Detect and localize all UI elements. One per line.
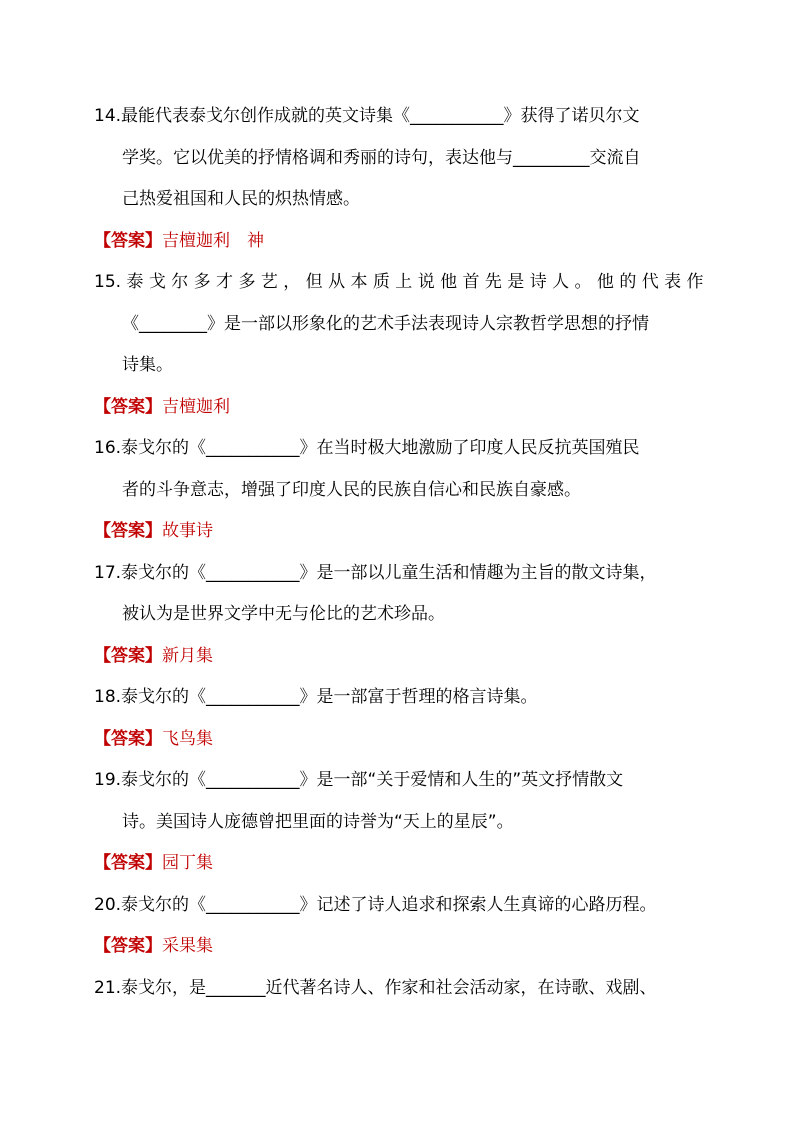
question-15-line-1: 15. 泰 戈 尔 多 才 多 艺 ， 但 从 本 质 上 说 他 首 先 是 诗 人 。 他 的 代 表 作 (94, 272, 704, 292)
answer-tag: 【答案】 (94, 397, 162, 417)
answer-value: 吉檀迦利 (162, 397, 230, 417)
question-17-line-2: 被认为是世界文学中无与伦比的艺术珍品。 (122, 604, 445, 624)
answer-tag: 【答案】 (94, 646, 162, 666)
question-15-line-3: 诗集。 (122, 355, 173, 375)
answer-17 (94, 644, 213, 668)
answer-value: 园丁集 (162, 853, 213, 873)
answer-value: 新月集 (162, 646, 213, 666)
answer-value: 吉檀迦利 神 (162, 231, 264, 251)
question-14-line-3: 己热爱祖国和人民的炽热情感。 (122, 189, 360, 209)
answer-18 (94, 727, 213, 751)
answer-14 (94, 229, 264, 253)
question-16-line-2: 者的斗争意志，增强了印度人民的民族自信心和民族自豪感。 (122, 480, 581, 500)
answer-15 (94, 395, 230, 419)
answer-value: 采果集 (162, 936, 213, 956)
question-21-line-1: 21.泰戈尔，是_______近代著名诗人、作家和社会活动家，在诗歌、戏剧、 (94, 978, 657, 998)
answer-19 (94, 851, 213, 875)
answer-value: 故事诗 (162, 521, 213, 541)
question-19-line-2: 诗。美国诗人庞德曾把里面的诗誉为“天上的星辰”。 (122, 812, 514, 832)
answer-tag: 【答案】 (94, 231, 162, 251)
answer-20 (94, 934, 213, 958)
answer-16 (94, 519, 213, 543)
question-17-line-1: 17.泰戈尔的《___________》是一部以儿童生活和情趣为主旨的散文诗集， (94, 563, 657, 583)
answer-tag: 【答案】 (94, 853, 162, 873)
question-18-line-1: 18.泰戈尔的《___________》是一部富于哲理的格言诗集。 (94, 687, 538, 707)
answer-tag: 【答案】 (94, 936, 162, 956)
question-19-line-1: 19.泰戈尔的《___________》是一部“关于爱情和人生的”英文抒情散文 (94, 770, 624, 790)
question-15-line-2: 《________》是一部以形象化的艺术手法表现诗人宗教哲学思想的抒情 (122, 314, 649, 334)
question-14-line-2: 学奖。它以优美的抒情格调和秀丽的诗句，表达他与_________交流自 (122, 148, 641, 168)
question-14-line-1: 14.最能代表泰戈尔创作成就的英文诗集《___________》获得了诺贝尔文 (94, 106, 640, 126)
answer-tag: 【答案】 (94, 729, 162, 749)
question-16-line-1: 16.泰戈尔的《___________》在当时极大地激励了印度人民反抗英国殖民 (94, 438, 640, 458)
answer-value: 飞鸟集 (162, 729, 213, 749)
answer-tag: 【答案】 (94, 521, 162, 541)
question-20-line-1: 20.泰戈尔的《___________》记述了诗人追求和探索人生真谛的心路历程。 (94, 895, 657, 915)
